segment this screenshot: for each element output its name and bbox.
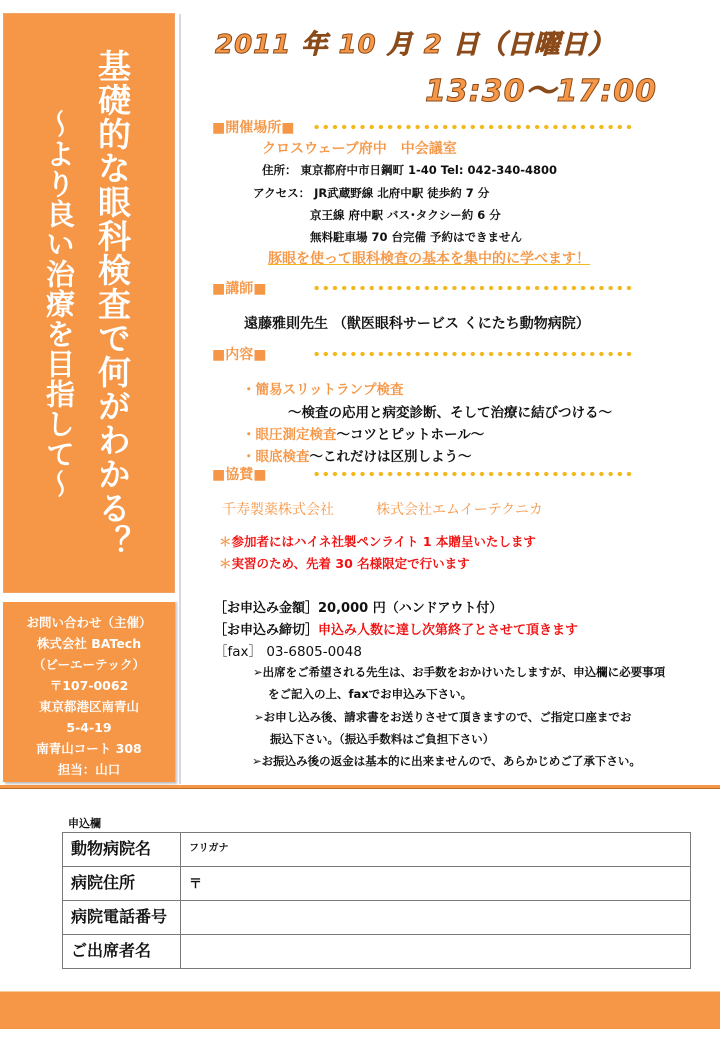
event-date: 2011 年 10 月 2 日（日曜日）	[215, 30, 615, 60]
note-penlight	[219, 532, 536, 550]
instruction-1: ➢出席をご希望される先生は、お手数をおかけいたしますが、申込欄に必要事項	[253, 665, 666, 679]
dotted-rule	[312, 471, 632, 477]
sponsor-section-heading	[212, 464, 632, 484]
content-section-heading	[212, 344, 632, 364]
form-row-hospital-name	[63, 833, 691, 867]
fax-line	[214, 640, 362, 660]
fax-number: 03-6805-0048	[266, 644, 362, 660]
deadline-label: ［お申込み締切］	[214, 623, 319, 638]
content-item-slitlamp-desc: 〜検査の応用と病変診断、そして治療に結びつける〜	[288, 405, 612, 421]
sidebar-title-panel	[3, 13, 175, 593]
contact-address-1: 東京都港区南青山	[38, 699, 139, 714]
contact-company-reading: （ビーエーテック）	[32, 657, 145, 672]
venue-parking: 無料駐車場 70 台完備 予約はできません	[310, 230, 523, 244]
form-row-hospital-phone	[63, 901, 691, 935]
asterisk-icon: ＊	[219, 556, 232, 571]
form-label: 申込欄	[68, 817, 101, 830]
contact-heading: お問い合わせ（主催）	[26, 615, 152, 630]
venue-tagline: 豚眼を使って眼科検査の基本を集中的に学べます！	[268, 251, 590, 267]
content-item-slitlamp: ・簡易スリットランプ検査	[242, 382, 404, 398]
sidebar-divider	[179, 14, 181, 784]
seminar-title: 基礎的な眼科検査で何がわかる？	[93, 49, 132, 559]
content-heading-label: ■内容■	[212, 347, 267, 363]
form-key: 病院住所	[63, 867, 181, 901]
seminar-subtitle: 〜より良い治療を目指して〜	[42, 109, 76, 499]
dotted-rule	[312, 124, 632, 130]
venue-address: 住所： 東京都府中市日鋼町 1-40 Tel: 042-340-4800	[262, 163, 558, 177]
form-key: ご出席者名	[63, 935, 181, 969]
attendee-name-field[interactable]	[181, 935, 691, 969]
content-item-fundus-label: ・眼底検査	[242, 449, 310, 465]
footer-band	[0, 991, 720, 1029]
venue-heading-label: ■開催場所■	[212, 120, 295, 136]
instruction-3: ➢お振込み後の返金は基本的に出来ませんので、あらかじめご了承下さい。	[252, 754, 641, 768]
deadline-line	[214, 619, 578, 638]
application-form	[62, 832, 691, 969]
venue-name: クロスウェーブ府中 中会議室	[262, 141, 457, 157]
asterisk-icon: ＊	[219, 534, 232, 549]
instruction-2: ➢お申し込み後、請求書をお送りさせて頂きますので、ご指定口座までお	[254, 710, 632, 724]
contact-address-3: 南青山コート 308	[36, 741, 142, 756]
form-key: 動物病院名	[63, 833, 181, 867]
content-item-fundus-desc: 〜これだけは区別しよう〜	[309, 449, 472, 465]
form-row-attendee-name	[63, 935, 691, 969]
content-item-fundus	[242, 445, 472, 465]
instruction-1-cont: をご記入の上、faxでお申込み下さい。	[268, 687, 473, 701]
fee-value: 20,000 円（ハンドアウト付）	[318, 601, 503, 616]
cut-line	[0, 785, 720, 789]
contact-postal: 〒107-0062	[49, 678, 129, 693]
content-item-iop-label: ・眼圧測定検査	[242, 427, 337, 443]
contact-panel	[3, 600, 175, 782]
contact-person: 担当：山口	[57, 762, 121, 777]
form-key: 病院電話番号	[63, 901, 181, 935]
event-time: 13:30〜17:00	[425, 74, 657, 109]
note-capacity	[219, 554, 470, 572]
lecturer-name: 遠藤雅則先生 （獣医眼科サービス くにたち動物病院）	[244, 316, 590, 332]
hospital-address-field[interactable]: 〒	[181, 867, 691, 901]
dotted-rule	[312, 285, 632, 291]
hospital-phone-field[interactable]	[181, 901, 691, 935]
note-penlight-text: 参加者にはハイネ社製ペンライト 1 本贈呈いたします	[231, 534, 536, 549]
content-item-iop-desc: 〜コツとピットホール〜	[336, 427, 485, 443]
form-row-hospital-address	[63, 867, 691, 901]
venue-access-1: アクセス： JR武蔵野線 北府中駅 徒歩約 7 分	[253, 186, 490, 200]
fee-label: ［お申込み金額］	[214, 601, 319, 616]
venue-section-heading	[212, 117, 632, 137]
contact-address-2: 5-4-19	[66, 720, 112, 735]
venue-access-2: 京王線 府中駅 バス･タクシー約 6 分	[310, 208, 501, 222]
lecturer-heading-label: ■講師■	[212, 281, 267, 297]
note-capacity-text: 実習のため、先着 30 名様限定で行います	[231, 556, 470, 571]
fax-label: ［fax］	[214, 644, 263, 660]
hospital-name-field[interactable]: フリガナ	[181, 833, 691, 867]
sponsor-heading-label: ■協賛■	[212, 467, 267, 483]
instruction-2-cont: 振込下さい。（振込手数料はご負担下さい）	[270, 732, 495, 746]
deadline-value: 申込み人数に達し次第終了とさせて頂きます	[318, 623, 579, 638]
sponsor-list: 千寿製薬株式会社 株式会社エムイーテクニカ	[222, 502, 543, 518]
dotted-rule	[312, 351, 632, 357]
contact-company: 株式会社 BATech	[36, 636, 142, 651]
fee-line	[214, 597, 502, 616]
lecturer-section-heading	[212, 278, 632, 298]
content-item-iop	[242, 423, 484, 443]
